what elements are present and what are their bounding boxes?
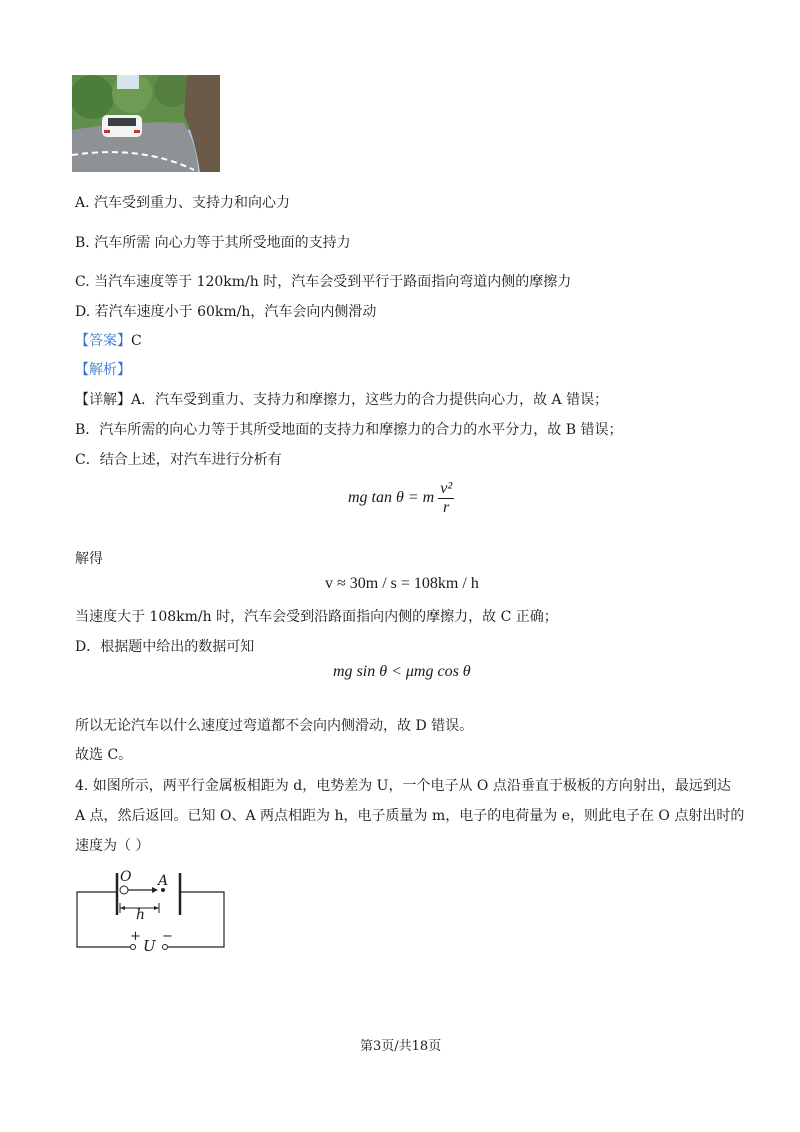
answer-line	[75, 330, 142, 350]
detail-a-line	[75, 389, 608, 409]
page-footer: 第3页/共18页	[360, 1039, 442, 1054]
option-b: B. 汽车所需 向心力等于其所受地面的支持力	[75, 235, 351, 251]
equation-2: v ≈ 30m / s = 108km / h	[325, 575, 479, 592]
equation-1-left: mg tan θ = m	[348, 489, 435, 507]
label-plus: +	[130, 929, 141, 944]
solve-label: 解得	[75, 551, 103, 567]
label-o: O	[120, 869, 132, 885]
capacitor-circuit-diagram	[72, 865, 232, 955]
detail-c-line: C．结合上述，对汽车进行分析有	[75, 452, 282, 468]
equation-1-fraction	[438, 480, 454, 517]
question-4-line-2: A 点，然后返回。已知 O、A 两点相距为 h，电子质量为 m，电子的电荷量为 e，则此电子在 O 点射出时的	[75, 808, 745, 824]
equation-3: mg sin θ < μmg cos θ	[333, 663, 471, 680]
option-c: C. 当汽车速度等于 120km/h 时，汽车会受到平行于路面指向弯道内侧的摩擦力	[75, 274, 572, 290]
answer-label: 【答案】	[75, 333, 131, 349]
option-a: A. 汽车受到重力、支持力和向心力	[75, 195, 291, 211]
equation-1	[348, 480, 454, 517]
detail-label: 【详解】	[75, 392, 131, 408]
detail-d-line: D．根据题中给出的数据可知	[75, 639, 255, 655]
question-4-line-1: 4. 如图所示，两平行金属板相距为 d，电势差为 U，一个电子从 O 点沿垂直于极板的方向射出，最远到达	[75, 778, 731, 794]
detail-c-conclusion: 当速度大于 108km/h 时，汽车会受到沿路面指向内侧的摩擦力，故 C 正确；	[75, 609, 558, 625]
car-on-curved-road-photo	[72, 75, 220, 172]
detail-d-conclusion: 所以无论汽车以什么速度过弯道都不会向内侧滑动，故 D 错误。	[75, 718, 474, 734]
detail-b-line: B．汽车所需的向心力等于其所受地面的支持力和摩擦力的合力的水平分力，故 B 错误；	[75, 422, 623, 438]
final-choice: 故选 C。	[75, 747, 133, 763]
detail-a-text: A．汽车受到重力、支持力和摩擦力，这些力的合力提供向心力，故 A 错误；	[131, 392, 609, 408]
label-minus: −	[162, 929, 173, 944]
equation-1-numerator: v²	[440, 480, 453, 497]
label-h: h	[136, 907, 146, 923]
label-a: A	[158, 873, 169, 889]
analysis-label: 【解析】	[75, 362, 131, 378]
car-road-photo	[72, 75, 220, 172]
equation-1-denominator: r	[443, 499, 450, 516]
answer-value: C	[131, 333, 142, 349]
option-d: D. 若汽车速度小于 60km/h，汽车会向内侧滑动	[75, 304, 377, 320]
question-4-line-3: 速度为（ ）	[75, 838, 150, 854]
label-u: U	[143, 937, 156, 955]
